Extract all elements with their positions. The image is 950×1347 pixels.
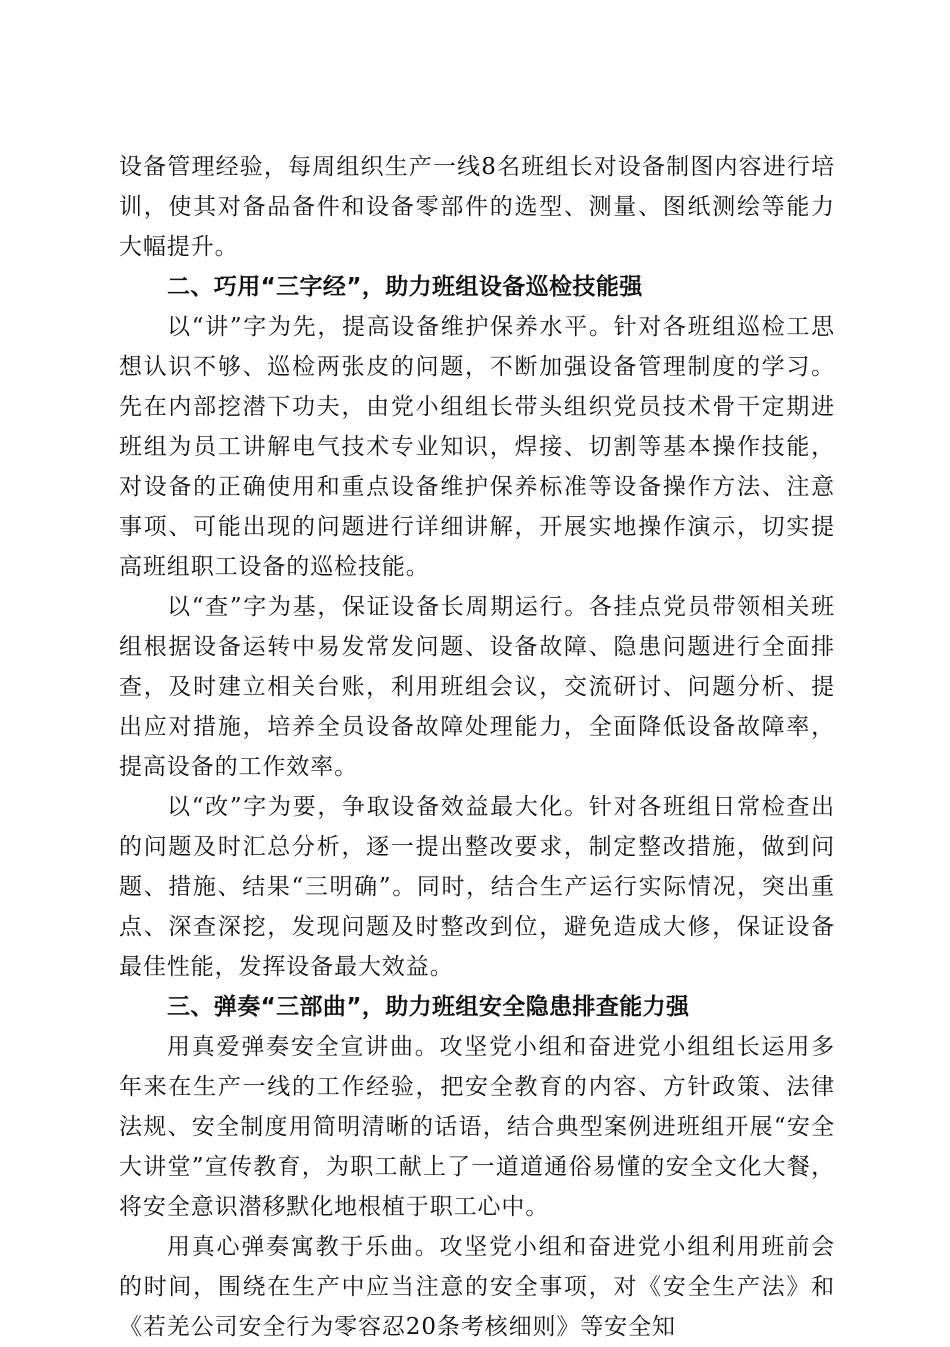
paragraph-safety-education: 用真心弹奏寓教于乐曲。攻坚党小组和奋进党小组利用班前会的时间，围绕在生产中应当注意的安全事项，对《安全生产法》和《若羌公司安全行为零容忍20条考核细则》等安全知 <box>119 1234 835 1340</box>
document-body <box>119 147 835 1347</box>
section-heading-2: 二、巧用“三字经”，助力班组设备巡检技能强 <box>167 274 643 300</box>
paragraph-safety-lecture: 用真爱弹奏安全宣讲曲。攻坚党小组和奋进党小组组长运用多年来在生产一线的工作经验，把安全教育的内容、方针政策、法律法规、安全制度用简明清晰的话语，结合典型案例进班组开展“安全大讲堂”宣传教育，为职工献上了一道道通俗易懂的安全文化大餐，将安全意识潜移默化地根植于职工心中。 <box>119 1034 835 1220</box>
paragraph-continuation: 设备管理经验，每周组织生产一线8名班组长对设备制图内容进行培训，使其对备品备件和设备零部件的选型、测量、图纸测绘等能力大幅提升。 <box>119 154 835 260</box>
paragraph-cha: 以“查”字为基，保证设备长周期运行。各挂点党员带领相关班组根据设备运转中易发常发问题、设备故障、隐患问题进行全面排查，及时建立相关台账，利用班组会议，交流研讨、问题分析、提出应对措施，培养全员设备故障处理能力，全面降低设备故障率，提高设备的工作效率。 <box>119 594 835 780</box>
paragraph-jiang: 以“讲”字为先，提高设备维护保养水平。针对各班组巡检工思想认识不够、巡检两张皮的问题，不断加强设备管理制度的学习。先在内部挖潜下功夫，由党小组组长带头组织党员技术骨干定期进班组为员工讲解电气技术专业知识，焊接、切割等基本操作技能，对设备的正确使用和重点设备维护保养标准等设备操作方法、注意事项、可能出现的问题进行详细讲解，开展实地操作演示，切实提高班组职工设备的巡检技能。 <box>119 314 835 580</box>
section-heading-3: 三、弹奏“三部曲”，助力班组安全隐患排查能力强 <box>167 994 690 1020</box>
paragraph-gai: 以“改”字为要，争取设备效益最大化。针对各班组日常检查出的问题及时汇总分析，逐一提出整改要求，制定整改措施，做到问题、措施、结果“三明确”。同时，结合生产运行实际情况，突出重点、深查深挖，发现问题及时整改到位，避免造成大修，保证设备最佳性能，发挥设备最大效益。 <box>119 794 835 980</box>
